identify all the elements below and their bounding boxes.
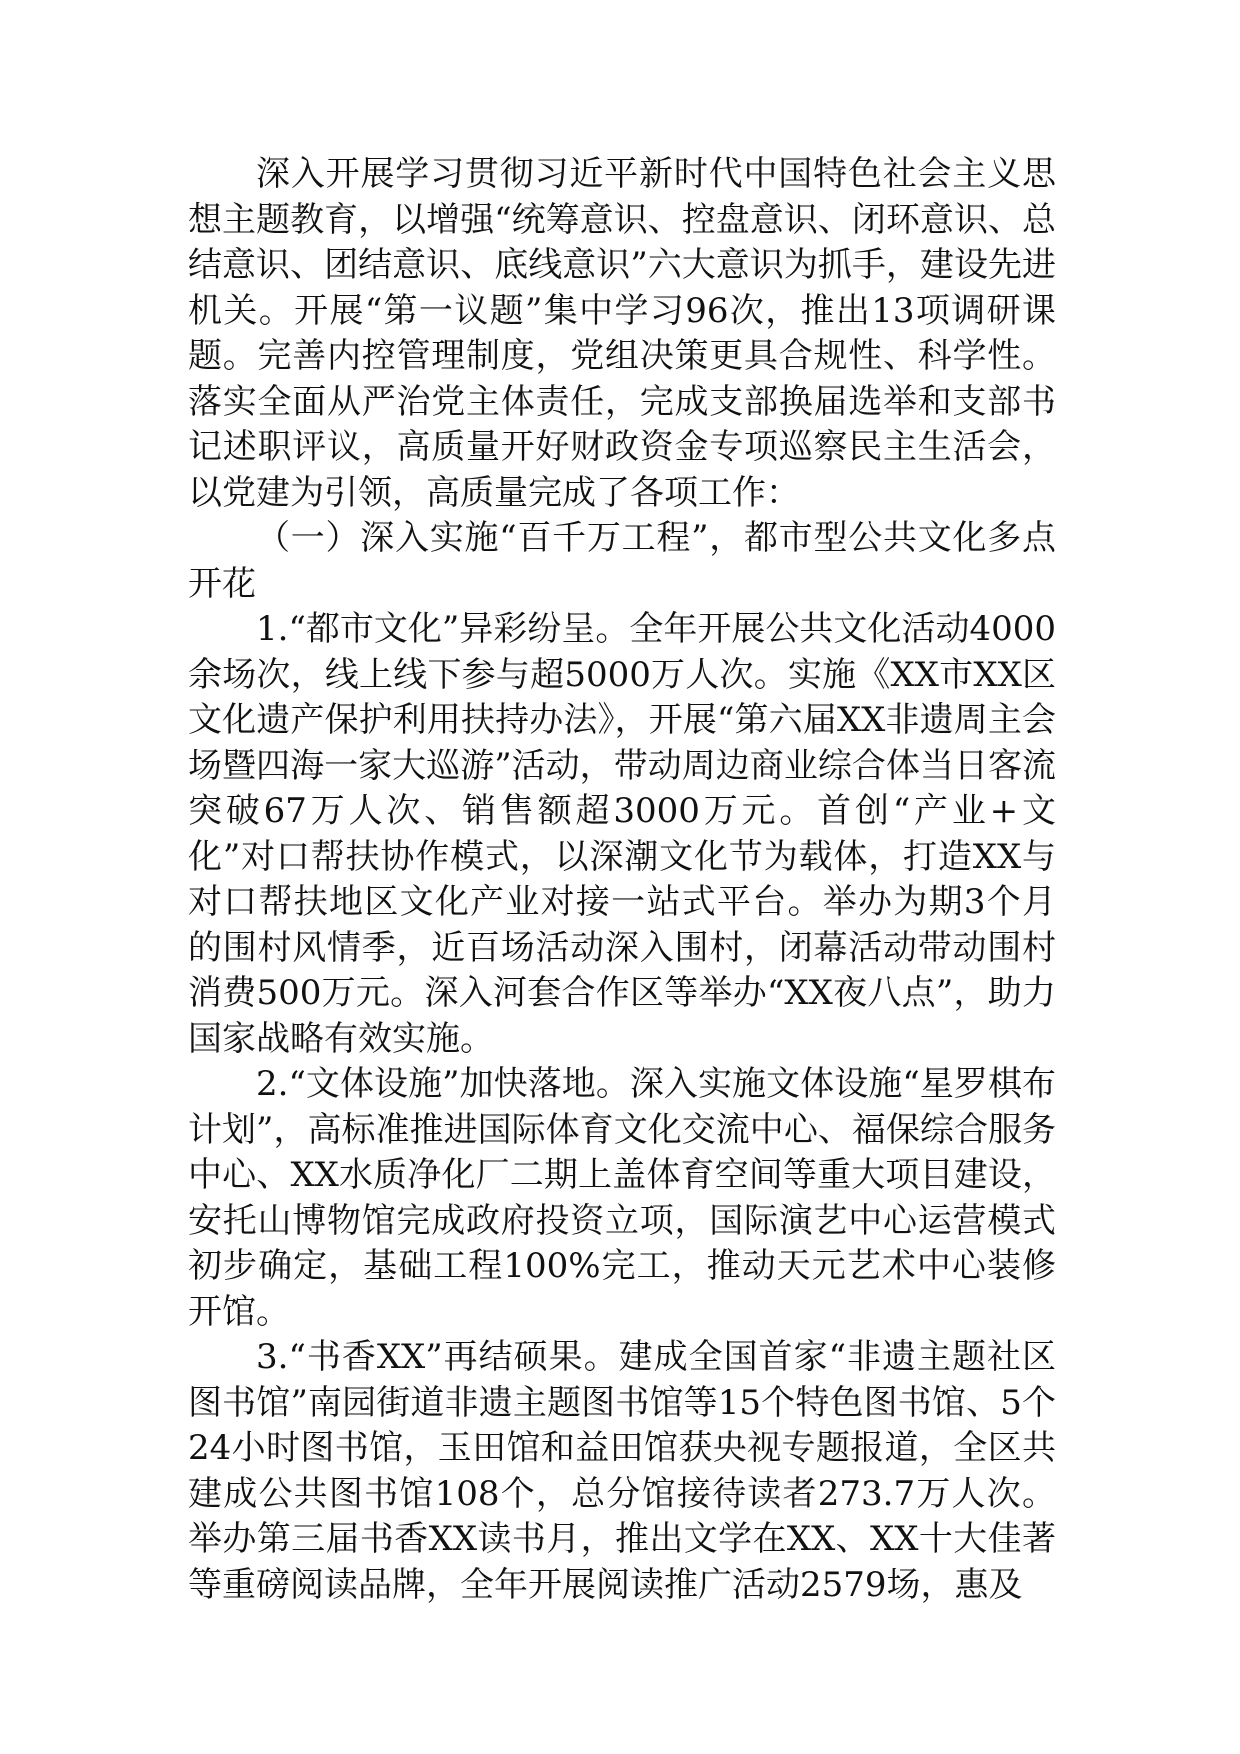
paragraph-reading: 3.“书香XX”再结硕果。建成全国首家“非遗主题社区图书馆”南园街道非遗主题图书馆等15个特色图书馆、5个24小时图书馆，玉田馆和益田馆获央视专题报道，全区共建成公共图书馆108个，总分馆接待读者273.7万人次。举办第三届书香XX读书月，推出文学在XX、XX十大佳著等重磅阅读品牌，全年开展阅读推广活动2579场，惠及: [188, 1337, 1056, 1605]
document-body: [188, 152, 1056, 1608]
section-heading-1: （一）深入实施“百千万工程”，都市型公共文化多点开花: [188, 518, 1056, 604]
paragraph-party-building: 深入开展学习贯彻习近平新时代中国特色社会主义思想主题教育，以增强“统筹意识、控盘意识、闭环意识、总结意识、团结意识、底线意识”六大意识为抓手，建设先进机关。开展“第一议题”集中学习96次，推出13项调研课题。完善内控管理制度，党组决策更具合规性、科学性。落实全面从严治党主体责任，完成支部换届选举和支部书记述职评议，高质量开好财政资金专项巡察民主生活会，以党建为引领，高质量完成了各项工作：: [188, 154, 1056, 513]
paragraph-sports-facilities: 2.“文体设施”加快落地。深入实施文体设施“星罗棋布计划”，高标准推进国际体育文化交流中心、福保综合服务中心、XX水质净化厂二期上盖体育空间等重大项目建设，安托山博物馆完成政府投资立项，国际演艺中心运营模式初步确定，基础工程100%完工，推动天元艺术中心装修开馆。: [188, 1064, 1056, 1332]
paragraph-urban-culture: 1.“都市文化”异彩纷呈。全年开展公共文化活动4000余场次，线上线下参与超5000万人次。实施《XX市XX区文化遗产保护利用扶持办法》，开展“第六届XX非遗周主会场暨四海一家大巡游”活动，带动周边商业综合体当日客流突破67万人次、销售额超3000万元。首创“产业+文化”对口帮扶协作模式，以深潮文化节为载体，打造XX与对口帮扶地区文化产业对接一站式平台。举办为期3个月的围村风情季，近百场活动深入围村，闭幕活动带动围村消费500万元。深入河套合作区等举办“XX夜八点”，助力国家战略有效实施。: [188, 609, 1056, 1059]
